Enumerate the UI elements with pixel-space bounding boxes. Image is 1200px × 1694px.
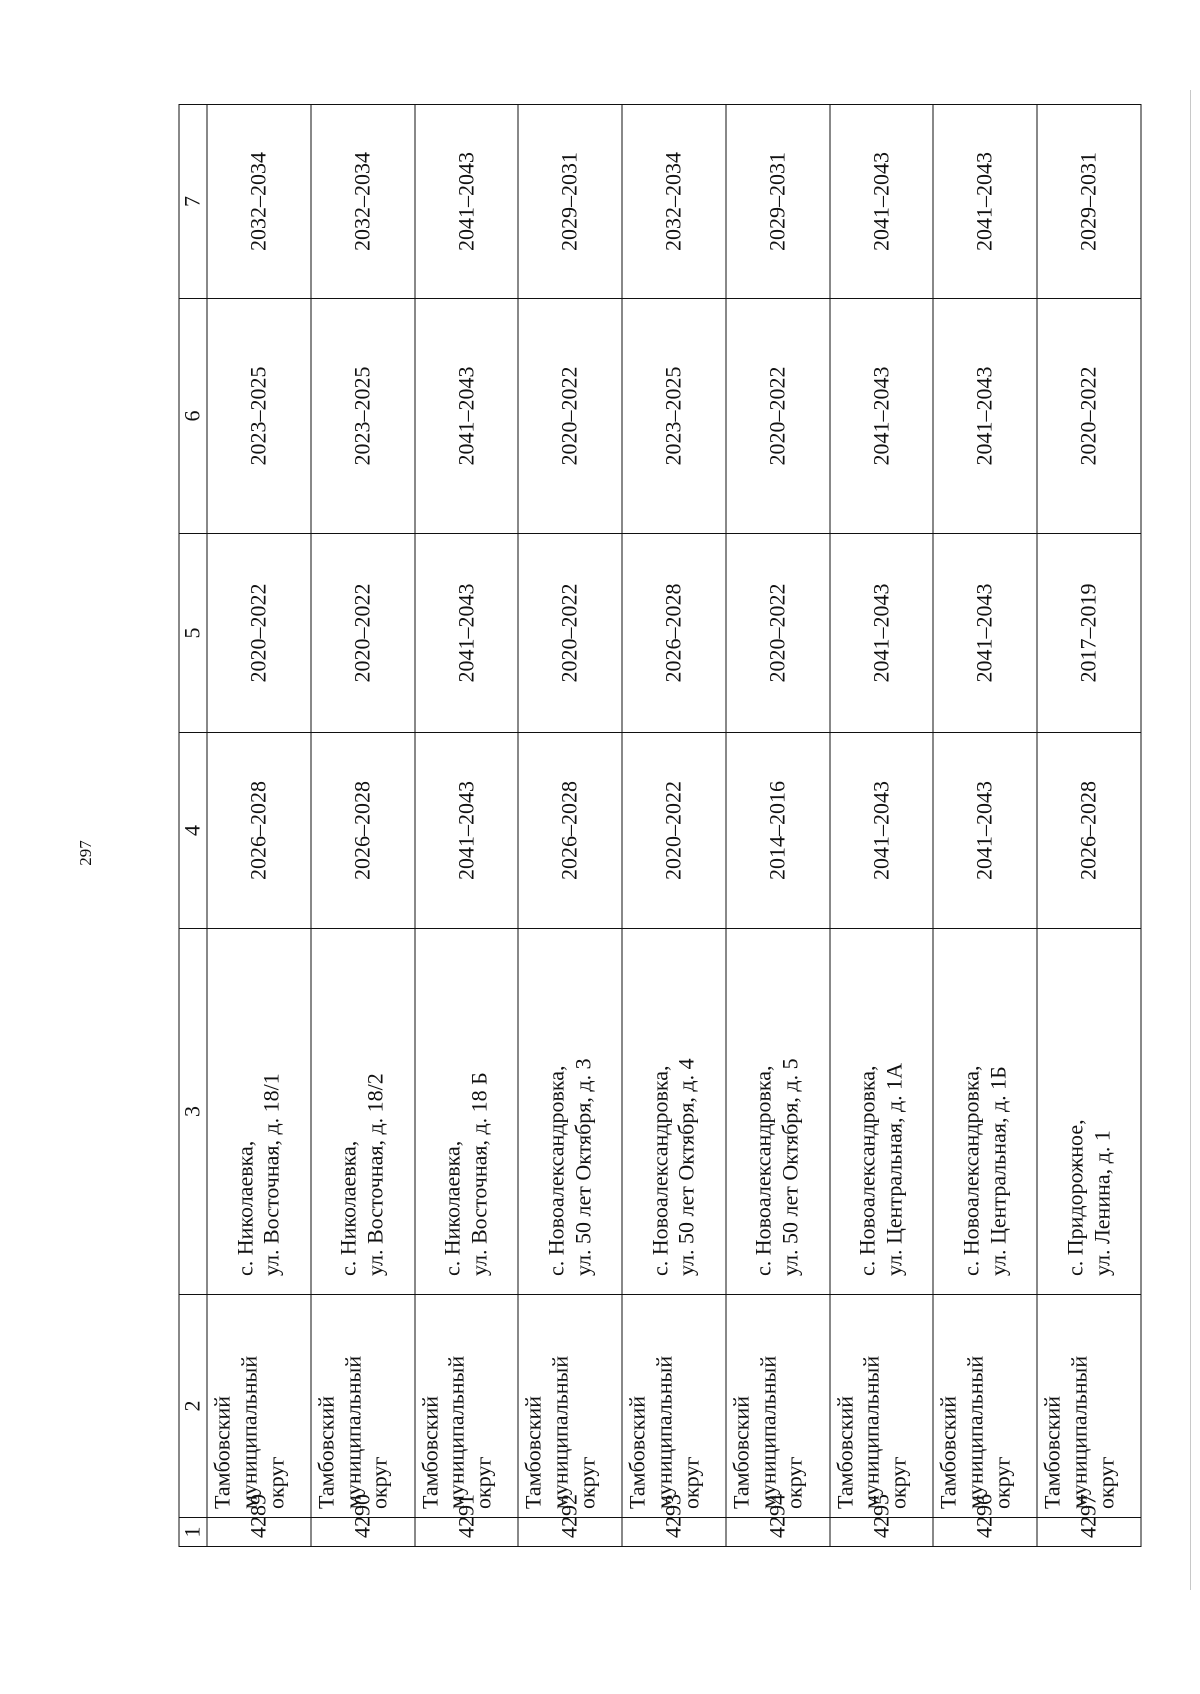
period-cell: 2023–2025	[622, 299, 726, 534]
rotated-table-stage	[179, 105, 1142, 1547]
district-line: Тамбовский	[1039, 1395, 1065, 1509]
district-cell	[1037, 1295, 1141, 1518]
district-cell	[622, 1295, 726, 1518]
period-cell: 2020–2022	[518, 534, 622, 733]
district-line: муниципальный	[858, 1355, 884, 1509]
period-cell: 2026–2028	[311, 733, 415, 929]
address-cell	[830, 929, 934, 1295]
column-number: 1	[179, 1518, 207, 1547]
row-number-cell: 4289	[207, 1518, 311, 1547]
period-cell: 2020–2022	[311, 534, 415, 733]
period-cell: 2020–2022	[207, 534, 311, 733]
address-cell	[1037, 929, 1141, 1295]
district-line: муниципальный	[236, 1355, 262, 1509]
period-cell: 2041–2043	[933, 105, 1037, 299]
column-number-row	[179, 105, 207, 1547]
district-line: округ	[1093, 1456, 1119, 1509]
period-cell: 2029–2031	[518, 105, 622, 299]
district-line: Тамбовский	[832, 1395, 858, 1509]
period-cell: 2041–2043	[415, 105, 519, 299]
period-cell: 2023–2025	[311, 299, 415, 534]
period-cell: 2041–2043	[830, 105, 934, 299]
period-cell: 2020–2022	[726, 299, 830, 534]
district-cell	[311, 1295, 415, 1518]
district-line: округ	[781, 1456, 807, 1509]
table-body	[179, 105, 1141, 1547]
district-line: округ	[263, 1456, 289, 1509]
column-number: 6	[179, 299, 207, 534]
row-number-cell: 4290	[311, 1518, 415, 1547]
address-line: ул. Восточная, д. 18 Б	[466, 1072, 492, 1276]
district-cell	[207, 1295, 311, 1518]
period-cell: 2041–2043	[415, 299, 519, 534]
scan-edge-line	[1190, 90, 1191, 1590]
address-line: с. Новоалександровка,	[543, 1065, 569, 1276]
address-cell	[933, 929, 1037, 1295]
address-line: с. Новоалександровка,	[647, 1065, 673, 1276]
period-cell: 2032–2034	[311, 105, 415, 299]
district-line: Тамбовский	[417, 1395, 443, 1509]
address-line: ул. 50 лет Октября, д. 4	[673, 1058, 699, 1276]
address-line: с. Новоалександровка,	[750, 1065, 776, 1276]
address-cell	[415, 929, 519, 1295]
period-cell: 2026–2028	[622, 534, 726, 733]
period-cell: 2026–2028	[1037, 733, 1141, 929]
period-cell: 2041–2043	[415, 733, 519, 929]
column-number: 3	[179, 929, 207, 1295]
period-cell: 2017–2019	[1037, 534, 1141, 733]
address-cell	[726, 929, 830, 1295]
period-cell: 2020–2022	[726, 534, 830, 733]
district-line: Тамбовский	[624, 1395, 650, 1509]
period-cell: 2041–2043	[933, 534, 1037, 733]
table-row	[415, 105, 519, 1547]
address-line: ул. Восточная, д. 18/1	[258, 1073, 284, 1276]
period-cell: 2041–2043	[830, 534, 934, 733]
column-number: 2	[179, 1295, 207, 1518]
period-cell: 2032–2034	[207, 105, 311, 299]
district-line: муниципальный	[340, 1355, 366, 1509]
table-row	[622, 105, 726, 1547]
table-row	[207, 105, 311, 1547]
column-number: 5	[179, 534, 207, 733]
address-line: с. Придорожное,	[1062, 1119, 1088, 1276]
district-line: округ	[574, 1456, 600, 1509]
period-cell: 2026–2028	[207, 733, 311, 929]
period-cell: 2014–2016	[726, 733, 830, 929]
table-row	[726, 105, 830, 1547]
district-cell	[830, 1295, 934, 1518]
address-line: ул. 50 лет Октября, д. 3	[570, 1058, 596, 1276]
period-cell: 2041–2043	[830, 299, 934, 534]
address-line: ул. Центральная, д. 1Б	[985, 1066, 1011, 1276]
district-line: муниципальный	[962, 1355, 988, 1509]
district-line: Тамбовский	[313, 1395, 339, 1509]
table-row	[311, 105, 415, 1547]
period-cell: 2041–2043	[830, 733, 934, 929]
column-number: 4	[179, 733, 207, 929]
row-number-cell: 4292	[518, 1518, 622, 1547]
schedule-table	[179, 104, 1142, 1547]
district-line: муниципальный	[443, 1355, 469, 1509]
period-cell: 2020–2022	[518, 299, 622, 534]
row-number-cell: 4295	[830, 1518, 934, 1547]
address-cell	[622, 929, 726, 1295]
district-cell	[933, 1295, 1037, 1518]
district-line: округ	[470, 1456, 496, 1509]
address-line: с. Новоалександровка,	[958, 1065, 984, 1276]
district-line: округ	[989, 1456, 1015, 1509]
row-number-cell: 4293	[622, 1518, 726, 1547]
address-line: с. Николаевка,	[232, 1140, 258, 1276]
address-cell	[311, 929, 415, 1295]
district-line: Тамбовский	[209, 1395, 235, 1509]
address-line: ул. Восточная, д. 18/2	[362, 1073, 388, 1276]
period-cell: 2029–2031	[1037, 105, 1141, 299]
table-row	[830, 105, 934, 1547]
district-line: муниципальный	[547, 1355, 573, 1509]
district-line: муниципальный	[651, 1355, 677, 1509]
address-cell	[207, 929, 311, 1295]
period-cell: 2032–2034	[622, 105, 726, 299]
table-row	[933, 105, 1037, 1547]
district-cell	[415, 1295, 519, 1518]
period-cell: 2020–2022	[622, 733, 726, 929]
address-line: ул. Ленина, д. 1	[1089, 1130, 1115, 1276]
district-cell	[518, 1295, 622, 1518]
district-line: муниципальный	[755, 1355, 781, 1509]
period-cell: 2041–2043	[415, 534, 519, 733]
row-number-cell: 4296	[933, 1518, 1037, 1547]
period-cell: 2026–2028	[518, 733, 622, 929]
table-row	[518, 105, 622, 1547]
address-line: ул. Центральная, д. 1А	[881, 1062, 907, 1276]
page-number: 297	[76, 840, 95, 866]
address-cell	[518, 929, 622, 1295]
row-number-cell: 4297	[1037, 1518, 1141, 1547]
address-line: с. Николаевка,	[439, 1140, 465, 1276]
period-cell: 2041–2043	[933, 299, 1037, 534]
address-line: с. Николаевка,	[335, 1140, 361, 1276]
district-cell	[726, 1295, 830, 1518]
district-line: Тамбовский	[935, 1395, 961, 1509]
period-cell: 2041–2043	[933, 733, 1037, 929]
period-cell: 2023–2025	[207, 299, 311, 534]
district-line: муниципальный	[1066, 1355, 1092, 1509]
period-cell: 2029–2031	[726, 105, 830, 299]
district-line: Тамбовский	[520, 1395, 546, 1509]
table-row	[1037, 105, 1141, 1547]
address-line: с. Новоалександровка,	[854, 1065, 880, 1276]
column-number: 7	[179, 105, 207, 299]
district-line: округ	[885, 1456, 911, 1509]
period-cell: 2020–2022	[1037, 299, 1141, 534]
district-line: Тамбовский	[728, 1395, 754, 1509]
district-line: округ	[678, 1456, 704, 1509]
address-line: ул. 50 лет Октября, д. 5	[777, 1058, 803, 1276]
district-line: округ	[366, 1456, 392, 1509]
row-number-cell: 4294	[726, 1518, 830, 1547]
row-number-cell: 4291	[415, 1518, 519, 1547]
